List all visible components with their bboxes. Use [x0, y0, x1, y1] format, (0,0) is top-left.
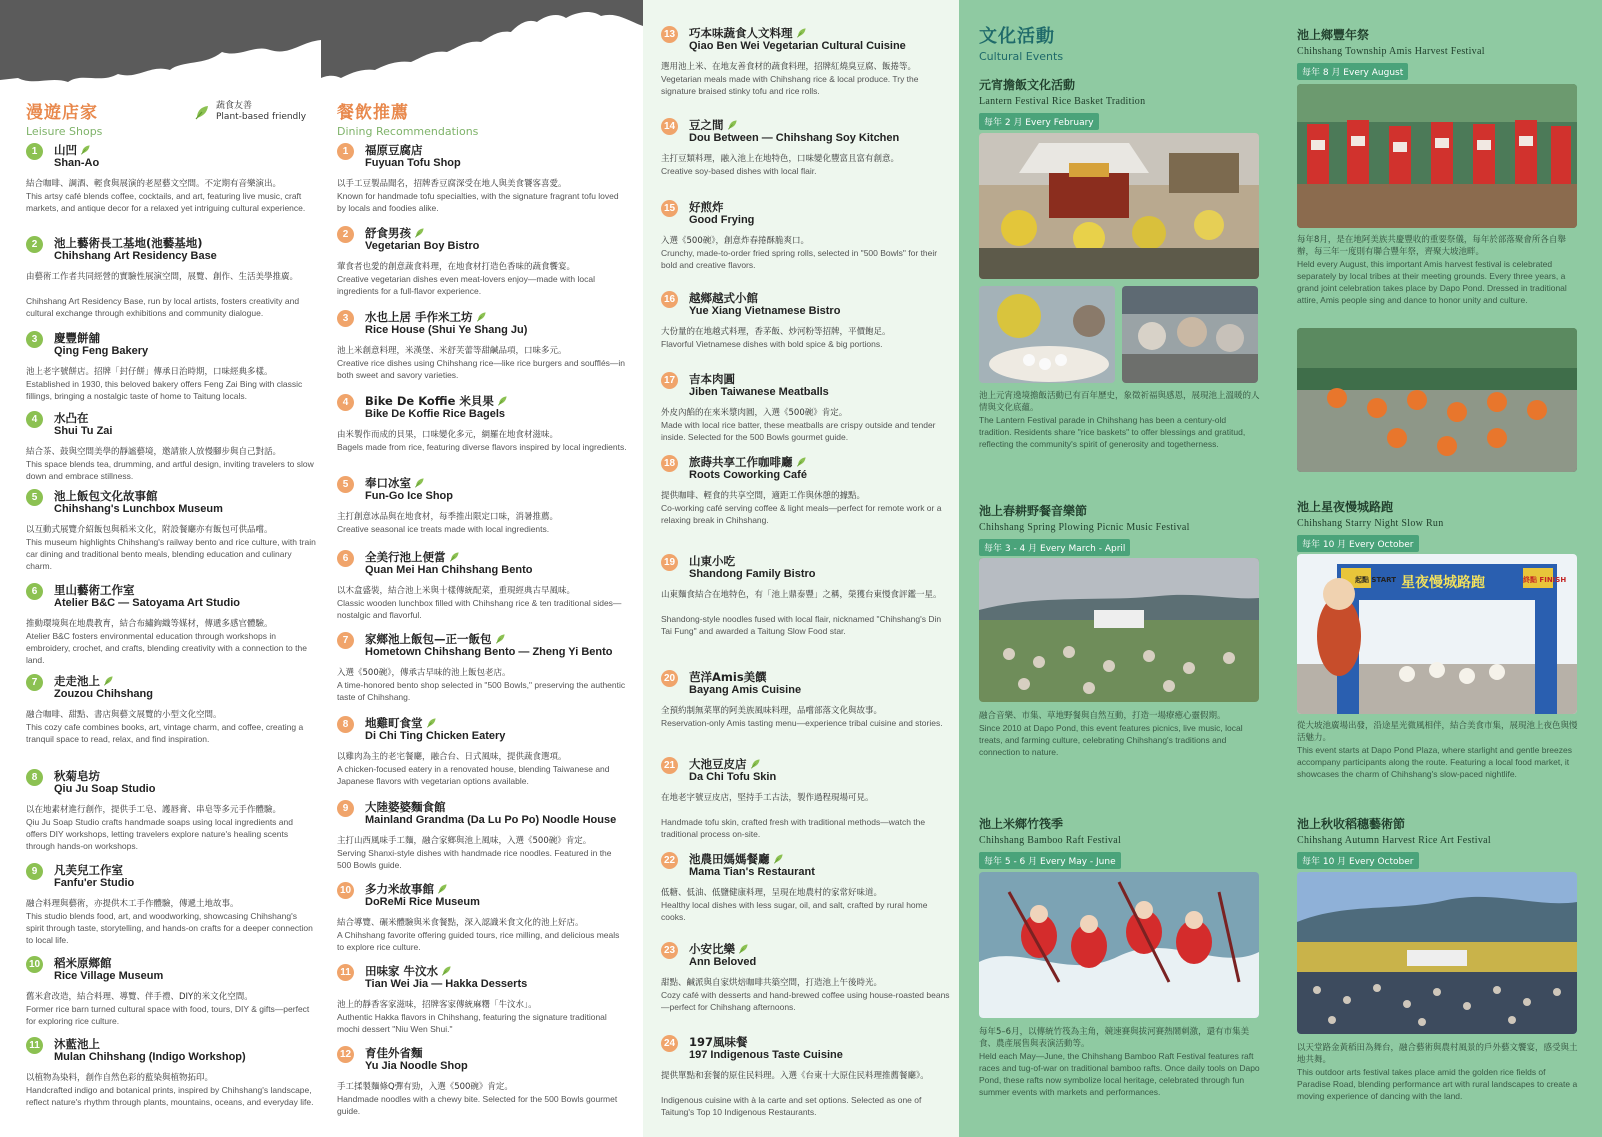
- item-desc-zh: 以手工豆製品聞名，招牌香豆腐深受在地人與美食饕客喜愛。: [337, 179, 567, 189]
- item-name-zh: [54, 673, 114, 689]
- item-name-en: DoReMi Rice Museum: [365, 896, 480, 908]
- banner-start: 起點 START: [1355, 576, 1396, 584]
- caption-zh: 以天堂路金黃稻田為舞台，融合藝術與農村風景的戶外藝文饗宴，感受與土地共舞。: [1297, 1043, 1578, 1065]
- item-name-zh-text: 田味家 牛汶水: [365, 964, 439, 978]
- item-number-badge: 5: [26, 489, 43, 506]
- item-name-zh: [54, 330, 100, 346]
- item-name-zh: [689, 290, 758, 306]
- leaf-icon: [80, 144, 91, 155]
- item-number-badge: 2: [26, 236, 43, 253]
- event-bamboo-raft: [979, 815, 1261, 869]
- item-desc-zh: 融合咖啡、甜點、書店與藝文展覽的小型文化空間。: [26, 710, 222, 720]
- item-desc-zh: 外皮內餡的在來米漿肉圓，入選《500碗》肯定。: [661, 408, 848, 418]
- picnic-festival-photo: [979, 558, 1259, 702]
- item-name-zh: [54, 582, 135, 598]
- item-name-zh-text: 池上藝術長工基地(池藝基地): [54, 236, 203, 250]
- item-name-zh: [365, 963, 452, 979]
- item-number-badge: 23: [661, 942, 678, 959]
- section-title: 餐飲推薦: [337, 103, 409, 123]
- item-desc-zh: 在地老字號豆皮店，堅持手工古法，製作過程現場可見。: [661, 793, 874, 803]
- leaf-icon: [495, 633, 506, 644]
- item-name-en: Atelier B&C — Satoyama Art Studio: [54, 597, 241, 609]
- caption-zh: 每年8月，是在地阿美族共慶豐收的重要祭儀，每年於部落聚會所各自舉辦，每三年一度則有聯合豐年祭，齊聚大坡池畔。: [1297, 235, 1566, 257]
- item-name-zh-text: 水凸在: [54, 411, 89, 425]
- event-title: 池上米鄉竹筏季: [979, 817, 1064, 831]
- crowd-photo: [1122, 286, 1258, 383]
- item-number-badge: 18: [661, 455, 678, 472]
- item-name-en: Qiao Ben Wei Vegetarian Cultural Cuisine: [689, 40, 906, 52]
- item-name-zh: [365, 393, 508, 409]
- item-number-badge: 19: [661, 554, 678, 571]
- item-desc-zh: 以在地素材進行創作，提供手工皂、護唇膏、串皂等多元手作體驗。: [26, 805, 282, 815]
- leaf-icon: [449, 551, 460, 562]
- item-name-zh-text: 凡芙兒工作室: [54, 863, 123, 877]
- leaf-icon: [426, 717, 437, 728]
- item-desc-zh: 入選《500碗》，傳承古早味的池上飯包老店。: [337, 668, 511, 678]
- item-name-en: Mainland Grandma (Da Lu Po Po) Noodle House: [365, 814, 617, 826]
- item-number-badge: 8: [337, 716, 354, 733]
- item-number-badge: 12: [337, 1046, 354, 1063]
- item-number-badge: 9: [26, 863, 43, 880]
- item-name-zh: [689, 553, 735, 569]
- caption-en: This outdoor arts festival takes place amid the golden rice fields of Paradise Road, blending performance art with rural landscapes to create a moving experience of dancing with the land.: [1297, 1067, 1578, 1101]
- item-desc-en: Known for handmade tofu specialties, with the signature fragrant tofu loved by locals and foodies alike.: [337, 191, 619, 213]
- item-desc-zh: 推動環境與在地農教育，結合布繡鉤織等媒材，傳遞多感官體驗。: [26, 619, 273, 629]
- item-name-zh: [365, 225, 425, 241]
- item-name-en: Shandong Family Bistro: [689, 568, 816, 580]
- item-desc-zh: 池上老字號餅店。招牌「封仔餅」傳承日治時期，口味經典多樣。: [26, 367, 273, 377]
- item-desc-en: Serving Shanxi-style dishes with handmade rice noodles. Featured in the 500 Bowls guide.: [337, 848, 612, 870]
- item-name-en: Roots Coworking Café: [689, 469, 807, 481]
- item-desc-en: Co-working café serving coffee & light meals—perfect for remote work or a relaxing break in Chihshang.: [661, 503, 942, 525]
- item-name-en: Quan Mei Han Chihshang Bento: [365, 564, 533, 576]
- event-autumn-harvest: [1297, 815, 1579, 869]
- leaf-icon: [414, 477, 425, 488]
- item-number-badge: 6: [337, 550, 354, 567]
- item-number-badge: 16: [661, 291, 678, 308]
- caption-zh: 池上元宵遶境擔飯活動已有百年歷史，象徵祈福與感恩，展現池上溫暖的人情與文化底蘊。: [979, 391, 1260, 413]
- event-harvest-festival: [1297, 26, 1579, 80]
- item-name-zh: [689, 941, 749, 957]
- item-desc-en: Creative soy-based dishes with local flair.: [661, 166, 817, 176]
- leaf-icon: [476, 311, 487, 322]
- item-name-zh-text: 奉口冰室: [365, 476, 411, 490]
- item-number-badge: 8: [26, 769, 43, 786]
- item-number-badge: 14: [661, 118, 678, 135]
- item-name-en: Fun-Go Ice Shop: [365, 490, 453, 502]
- item-name-en: Rice Village Museum: [54, 970, 164, 982]
- event-caption: [1297, 1042, 1579, 1102]
- legend-label-zh: 蔬食友善: [216, 101, 253, 111]
- item-desc-zh: 結合咖啡、調酒、輕食與展演的老屋藝文空間。不定期有音樂演出。: [26, 179, 282, 189]
- item-desc-en: Reservation-only Amis tasting menu—experience tribal cuisine and stories.: [661, 718, 943, 728]
- item-desc-zh: 由米製作而成的貝果，口味變化多元，網羅在地食材滋味。: [337, 430, 559, 440]
- item-name-zh-text: 多力米故事館: [365, 882, 434, 896]
- item-number-badge: 2: [337, 226, 354, 243]
- item-desc-en: Healthy local dishes with less sugar, oil, and salt, crafted by rural home cooks.: [661, 900, 928, 922]
- item-desc-en: Handmade noodles with a chewy bite. Selected for the 500 Bowls gourmet guide.: [337, 1094, 618, 1116]
- leaf-icon: [796, 456, 807, 467]
- leaf-icon: [796, 27, 807, 38]
- event-caption: [979, 710, 1261, 758]
- item-desc-en: This cozy cafe combines books, art, vintage charm, and coffee, creating a tranquil space to read, relax, and find inspiration.: [26, 722, 304, 744]
- item-desc-en: This museum highlights Chihshang's railway bento and rice culture, with train car dining and traditional bento meals, blending education and culinary charm.: [26, 537, 316, 571]
- leaf-icon: [773, 853, 784, 864]
- leaf-icon: [441, 965, 452, 976]
- item-number-badge: 5: [337, 476, 354, 493]
- item-number-badge: 24: [661, 1035, 678, 1052]
- item-desc-en: A Chihshang favorite offering guided tours, rice milling, and delicious meals to explore rice culture.: [337, 930, 620, 952]
- event-subtitle: Lantern Festival Rice Basket Tradition: [979, 96, 1146, 107]
- item-name-zh: [689, 199, 724, 215]
- event-caption: [1297, 720, 1579, 780]
- event-title: 元宵擔飯文化活動: [979, 78, 1076, 92]
- item-desc-en: Established in 1930, this beloved bakery offers Feng Zai Bing with classic fillings, bringing a nostalgic taste of home to Taitung locals.: [26, 379, 303, 401]
- item-desc-zh: 以互動式展覽介紹飯包與稻米文化，附設餐廳亦有飯包可供品嚐。: [26, 525, 273, 535]
- item-name-zh-text: 全美行池上便當: [365, 550, 446, 564]
- item-desc-zh: 以木盒盛裝，結合池上米與十樣傳統配菜，重現經典古早風味。: [337, 586, 576, 596]
- event-date-badge: 每年 5 - 6 月 Every May - June: [979, 852, 1121, 869]
- item-desc-zh: 由藝術工作者共同經營的實驗性展演空間，展覽、創作、生活美學推廣。: [26, 272, 299, 282]
- item-name-zh-text: 巧本味蔬食人文料理: [689, 26, 793, 40]
- item-name-zh-text: 沐藍池上: [54, 1037, 100, 1051]
- event-title: 池上春耕野餐音樂節: [979, 504, 1088, 518]
- item-name-zh-text: 吉本肉圓: [689, 372, 735, 386]
- leaf-icon: [437, 883, 448, 894]
- item-desc-zh: 入選《500碗》，創意炸春捲酥脆爽口。: [661, 236, 809, 246]
- item-name-en: Chihshang Art Residency Base: [54, 250, 217, 262]
- item-desc-zh: 以雞肉為主的老宅餐廳，融合台、日式風味，提供蔬食選項。: [337, 752, 567, 762]
- caption-zh: 從大坡池廣場出發，沿途星光微風相伴，結合美食市集，展現池上夜色與慢活魅力。: [1297, 721, 1578, 743]
- caption-en: Held every August, this important Amis harvest festival is celebrated separately by local tribes at their meeting grounds. Every three years, a grand joint celebration takes place by Dapo Pond. Dressed in traditional attire, Amis people sing and dance to honor unity and culture.: [1297, 259, 1567, 305]
- item-name-zh-text: 山東小吃: [689, 554, 735, 568]
- item-number-badge: 3: [26, 331, 43, 348]
- item-name-zh-text: 小安比樂: [689, 942, 735, 956]
- item-name-en: Tian Wei Jia — Hakka Desserts: [365, 978, 528, 990]
- item-number-badge: 4: [337, 394, 354, 411]
- item-desc-en: Indigenous cuisine with à la carte and set options. Selected as one of Taitung's Top 10 Indigenous Restaurants.: [661, 1095, 922, 1117]
- item-desc-zh: 以植物為染料，創作自然色彩的藍染與植物拓印。: [26, 1073, 214, 1083]
- caption-en: Held each May—June, the Chihshang Bamboo Raft Festival features raft races and tug-of-war on traditional bamboo rafts. Once daily tools on Dapo Pond, these rafts now symbolize local heritage, celebrated through fun summer events with markets and performances.: [979, 1051, 1260, 1097]
- item-desc-en: Cozy café with desserts and hand-brewed coffee using house-roasted beans—perfect for Chihshang afternoons.: [661, 990, 950, 1012]
- item-desc-en: Bagels made from rice, featuring diverse flavors inspired by local ingredients.: [337, 442, 627, 452]
- event-caption: [979, 390, 1261, 450]
- item-name-zh: [365, 475, 425, 491]
- item-name-en: Dou Between — Chihshang Soy Kitchen: [689, 132, 900, 144]
- item-name-en: Mulan Chihshang (Indigo Workshop): [54, 1051, 246, 1063]
- item-desc-en: Handcrafted indigo and botanical prints, inspired by Chihshang's landscape, reflect nature's rhythm through plants, mountains, oceans, and everyday life.: [26, 1085, 314, 1107]
- item-name-zh: [365, 799, 446, 815]
- caption-zh: 每年5–6月，以傳統竹筏為主角，競速賽與拔河賽熱鬧刺激，還有市集美食、農產展售與表演活動等。: [979, 1027, 1250, 1049]
- item-name-zh-text: 地雞町食堂: [365, 716, 423, 730]
- item-number-badge: 1: [26, 143, 43, 160]
- amis-harvest-photo: [1297, 84, 1577, 228]
- item-desc-zh: 提供單點和套餐的原住民料理。入選《台東十大原住民料理推薦餐廳》。: [661, 1071, 929, 1081]
- cloud-banner: [0, 0, 321, 95]
- section-header: [26, 98, 102, 138]
- item-name-zh-text: 秋菊皂坊: [54, 769, 100, 783]
- leaf-icon: [727, 119, 738, 130]
- leaf-icon: [750, 758, 761, 769]
- item-name-zh: [365, 715, 437, 731]
- item-name-zh: [365, 549, 460, 565]
- item-number-badge: 7: [337, 632, 354, 649]
- item-name-zh: [54, 235, 203, 251]
- rice-basket-photo: [979, 286, 1115, 383]
- item-desc-en: Flavorful Vietnamese dishes with bold spice & big portions.: [661, 339, 883, 349]
- item-name-zh: [365, 1045, 423, 1061]
- event-date-badge: 每年 2 月 Every February: [979, 113, 1099, 130]
- item-desc-en: Authentic Hakka flavors in Chihshang, featuring the signature traditional mochi dessert "Niu Wen Shui.": [337, 1012, 607, 1034]
- item-desc-zh: 主打創意冰品與在地食材，每季推出限定口味，消暑推薦。: [337, 512, 559, 522]
- leaf-icon: [414, 227, 425, 238]
- item-number-badge: 3: [337, 310, 354, 327]
- item-number-badge: 1: [337, 143, 354, 160]
- banner-finish: 終點 FINISH: [1523, 576, 1567, 584]
- item-desc-en: Former rice barn turned cultural space with food, tours, DIY & gifts—perfect for exploring rice culture.: [26, 1004, 310, 1026]
- event-night-run: [1297, 498, 1579, 552]
- item-name-en: Shui Tu Zai: [54, 425, 113, 437]
- item-name-zh: [54, 142, 91, 158]
- circle-dance-photo: [1297, 328, 1577, 472]
- leisure-shops-panel: [0, 0, 321, 1137]
- item-number-badge: 17: [661, 372, 678, 389]
- item-number-badge: 21: [661, 757, 678, 774]
- item-name-en: Fanfu'er Studio: [54, 877, 135, 889]
- item-name-zh-text: 家鄉池上飯包—正一飯包: [365, 632, 492, 646]
- leaf-icon: [103, 675, 114, 686]
- item-name-zh: [689, 756, 761, 772]
- night-run-photo: [1297, 554, 1577, 714]
- section-subtitle: Cultural Events: [979, 50, 1064, 63]
- item-desc-en: Classic wooden lunchbox filled with Chihshang rice & ten traditional sides—nostalgic and flavorful.: [337, 598, 622, 620]
- item-name-en: Qing Feng Bakery: [54, 345, 149, 357]
- item-name-zh: [365, 631, 506, 647]
- item-number-badge: 9: [337, 800, 354, 817]
- item-name-en: Qiu Ju Soap Studio: [54, 783, 156, 795]
- item-name-en: Chihshang's Lunchbox Museum: [54, 503, 223, 515]
- item-name-zh: [365, 309, 487, 325]
- item-name-zh-text: 走走池上: [54, 674, 100, 688]
- item-number-badge: 10: [26, 956, 43, 973]
- item-name-zh-text: 舒食男孩: [365, 226, 411, 240]
- item-name-en: Mama Tian's Restaurant: [689, 866, 815, 878]
- item-name-zh: [689, 371, 735, 387]
- item-name-zh-text: 里山藝術工作室: [54, 583, 135, 597]
- section-title: 文化活動: [979, 26, 1055, 47]
- event-subtitle: Chihshang Autumn Harvest Rice Art Festival: [1297, 835, 1491, 846]
- item-name-zh-text: 好煎炸: [689, 200, 724, 214]
- item-name-zh: [365, 142, 423, 158]
- item-desc-zh: 池上的靜香客家滋味，招牌客家傳統麻糬「牛汶水」。: [337, 1000, 537, 1010]
- item-number-badge: 15: [661, 200, 678, 217]
- item-number-badge: 11: [337, 964, 354, 981]
- item-desc-en: Creative vegetarian dishes even meat-lovers enjoy—made with local ingredients for a full-flavor experience.: [337, 274, 595, 296]
- section-title: 漫遊店家: [26, 103, 98, 123]
- item-desc-zh: 全預約制無菜單的阿美族風味料理，品嚐部落文化與故事。: [661, 706, 883, 716]
- item-name-en: Hometown Chihshang Bento — Zheng Yi Bento: [365, 646, 613, 658]
- item-desc-en: Handmade tofu skin, crafted fresh with traditional methods—watch the traditional process on-site.: [661, 817, 926, 839]
- item-name-en: Di Chi Ting Chicken Eatery: [365, 730, 506, 742]
- raft-race-photo: [979, 872, 1259, 1018]
- cultural-events-panel: [959, 0, 1602, 1137]
- caption-en: Since 2010 at Dapo Pond, this event features picnics, live music, local treats, and farming culture, celebrating Chihshang's traditions and connection to nature.: [979, 723, 1243, 757]
- event-date-badge: 每年 8 月 Every August: [1297, 63, 1408, 80]
- item-number-badge: 20: [661, 670, 678, 687]
- item-desc-zh: 提供咖啡、輕食的共享空間，適距工作與休憩的據點。: [661, 491, 866, 501]
- item-desc-zh: 主打豆類料理，融入池上在地特色，口味變化豐富且富有創意。: [661, 154, 900, 164]
- item-desc-zh: 池上米創意料理，米漢堡、米舒芙蕾等甜鹹品項，口味多元。: [337, 346, 567, 356]
- item-number-badge: 6: [26, 583, 43, 600]
- item-name-en: Bayang Amis Cuisine: [689, 684, 802, 696]
- item-number-badge: 10: [337, 882, 354, 899]
- event-title: 池上鄉豐年祭: [1297, 28, 1370, 42]
- item-desc-en: Crunchy, made-to-order fried spring rolls, selected in "500 Bowls" for their bold and creative flavors.: [661, 248, 938, 270]
- event-subtitle: Chihshang Bamboo Raft Festival: [979, 835, 1122, 846]
- item-number-badge: 11: [26, 1037, 43, 1054]
- item-name-en: Ann Beloved: [689, 956, 757, 968]
- item-name-zh-text: 池上飯包文化故事館: [54, 489, 158, 503]
- item-desc-zh: 大份量的在地越式料理，香茅飯、炒河粉等招牌，平價飽足。: [661, 327, 891, 337]
- event-subtitle: Chihshang Township Amis Harvest Festival: [1297, 46, 1485, 57]
- item-desc-zh: 結合導覽、碾米體驗與米食餐點，深入認識米食文化的池上好店。: [337, 918, 584, 928]
- item-name-zh-text: 福原豆腐店: [365, 143, 423, 157]
- event-lantern-festival: [979, 76, 1261, 130]
- item-name-zh-text: 芭洋Amis美饌: [689, 670, 767, 684]
- item-number-badge: 7: [26, 674, 43, 691]
- item-desc-en: Qiu Ju Soap Studio crafts handmade soaps using local ingredients and offers DIY workshops, letting travelers explore nature's healing scents through hands-on workshops.: [26, 817, 293, 851]
- item-name-zh: [689, 454, 807, 470]
- item-name-en: Yue Xiang Vietnamese Bistro: [689, 305, 841, 317]
- item-name-en: Zouzou Chihshang: [54, 688, 153, 700]
- item-name-zh-text: 大池豆皮店: [689, 757, 747, 771]
- section-header: [979, 22, 1063, 63]
- item-desc-en: This studio blends food, art, and woodworking, showcasing Chihshang's spirit through taste, storytelling, and hands-on crafts for a deeper connection to local life.: [26, 911, 313, 945]
- item-name-zh-text: 197風味餐: [689, 1035, 748, 1049]
- item-name-zh: [689, 117, 738, 133]
- item-name-zh-text: 慶豐餅舖: [54, 331, 100, 345]
- item-desc-en: Atelier B&C fosters environmental education through workshops in embroidery, crochet, and crafts, blending creativity with a connection to the land.: [26, 631, 307, 665]
- caption-en: This event starts at Dapo Pond Plaza, where starlight and gentle breezes accompany participants along the route. Featuring a local food market, it showcases the charm of Chihshang's slow-paced nightlife.: [1297, 745, 1572, 779]
- item-name-zh: [689, 669, 767, 685]
- item-name-zh-text: Bike De Koffie 米貝果: [365, 394, 494, 408]
- item-desc-en: This artsy café blends coffee, cocktails, and art, featuring live music, craft markets, and antique decor for a relaxed yet intriguing cultural experience.: [26, 191, 306, 213]
- item-desc-en: Made with local rice batter, these meatballs are crispy outside and tender inside. Selected for the 500 Bowls gourmet guide.: [661, 420, 936, 442]
- item-name-en: Vegetarian Boy Bistro: [365, 240, 480, 252]
- item-name-zh: [689, 1034, 748, 1050]
- item-name-zh-text: 水也上居 手作米工坊: [365, 310, 473, 324]
- item-name-zh: [54, 862, 123, 878]
- item-name-en: Bike De Koffie Rice Bagels: [365, 408, 505, 420]
- dining-panel-continued: [643, 0, 959, 1137]
- caption-en: The Lantern Festival parade in Chihshang has been a century-old tradition. Residents share "rice baskets" to offer blessings and gratitud, reflecting the community's spirit of generosity and togetherness.: [979, 415, 1246, 449]
- item-desc-zh: 結合茶、鼓與空間美學的靜謐藝境，邀請旅人放慢腳步與自己對話。: [26, 447, 282, 457]
- event-date-badge: 每年 3 - 4 月 Every March - April: [979, 539, 1130, 556]
- item-name-zh-text: 越鄉越式小館: [689, 291, 758, 305]
- event-spring-picnic: [979, 502, 1261, 556]
- item-name-en: Yu Jia Noodle Shop: [365, 1060, 468, 1072]
- item-desc-en: This space blends tea, drumming, and artful design, inviting travelers to slow down and embrace stillness.: [26, 459, 314, 481]
- item-desc-en: Creative seasonal ice treats made with local ingredients.: [337, 524, 550, 534]
- leaf-icon: [194, 104, 210, 120]
- banner-title: 星夜慢城路跑: [1401, 575, 1485, 591]
- rice-field-concert-photo: [1297, 872, 1577, 1034]
- cloud-banner: [321, 0, 643, 95]
- item-desc-zh: 主打山西風味手工麵，融合家鄉與池上風味，入選《500碗》肯定。: [337, 836, 592, 846]
- event-date-badge: 每年 10 月 Every October: [1297, 535, 1419, 552]
- item-name-zh-text: 池農田媽媽餐廳: [689, 852, 770, 866]
- section-subtitle: Dining Recommendations: [337, 125, 479, 138]
- item-desc-zh: 山東麵食結合在地特色，有「池上鼎泰豐」之稱，榮獲台東慢食評鑑一星。: [661, 590, 942, 600]
- item-number-badge: 22: [661, 852, 678, 869]
- item-name-zh-text: 山凹: [54, 143, 77, 157]
- item-desc-zh: 融合料理與藝術，亦提供木工手作體驗，傳遞土地故事。: [26, 899, 239, 909]
- item-name-en: Jiben Taiwanese Meatballs: [689, 386, 829, 398]
- event-subtitle: Chihshang Starry Night Slow Run: [1297, 518, 1444, 529]
- event-date-badge: 每年 10 月 Every October: [1297, 852, 1419, 869]
- item-name-zh: [54, 1036, 100, 1052]
- item-desc-zh: 低糖、低油、低鹽健康料理，呈現在地農村的家常好味道。: [661, 888, 883, 898]
- lantern-parade-photo: [979, 133, 1259, 279]
- item-name-zh: [54, 410, 89, 426]
- item-number-badge: 4: [26, 411, 43, 428]
- item-desc-zh: 手工揉製麵條Q彈有勁，入選《500碗》肯定。: [337, 1082, 513, 1092]
- caption-zh: 融合音樂、市集、草地野餐與自然互動，打造一場療癒心靈假期。: [979, 711, 1226, 721]
- item-name-zh: [689, 851, 784, 867]
- item-desc-zh: 舊米倉改造，結合料理、導覽、伴手禮、DIY的米文化空間。: [26, 992, 253, 1002]
- leaf-icon: [497, 395, 508, 406]
- item-number-badge: 13: [661, 26, 678, 43]
- item-name-zh-text: 旅蒔共享工作咖啡廳: [689, 455, 793, 469]
- section-subtitle: Leisure Shops: [26, 125, 103, 138]
- section-header: [337, 98, 478, 138]
- item-name-zh-text: 大陸婆婆麵食館: [365, 800, 446, 814]
- item-name-zh: [365, 881, 448, 897]
- item-name-en: Rice House (Shui Ye Shang Ju): [365, 324, 528, 336]
- event-caption: [979, 1026, 1261, 1098]
- item-desc-zh: 選用池上米、在地友善食材的蔬食料理，招牌紅燒臭豆腐、飯捲等。: [661, 62, 917, 72]
- item-name-en: Shan-Ao: [54, 157, 100, 169]
- item-name-zh: [689, 25, 807, 41]
- item-name-en: 197 Indigenous Taste Cuisine: [689, 1049, 843, 1061]
- legend-label-en: Plant-based friendly: [216, 112, 307, 122]
- item-name-zh: [54, 955, 112, 971]
- item-desc-en: Shandong-style noodles fused with local flair, nicknamed "Chihshang's Din Tai Fung" and awarded a Taitung Slow Food star.: [661, 614, 942, 636]
- item-name-zh-text: 育佳外省麵: [365, 1046, 423, 1060]
- item-name-zh: [54, 768, 100, 784]
- event-title: 池上星夜慢城路跑: [1297, 500, 1394, 514]
- item-desc-en: Creative rice dishes using Chihshang rice—like rice burgers and soufflés—in both sweet and savory varieties.: [337, 358, 626, 380]
- event-caption: [1297, 234, 1579, 306]
- item-name-zh-text: 豆之間: [689, 118, 724, 132]
- item-name-zh: [54, 488, 158, 504]
- item-desc-en: Vegetarian meals made with Chihshang rice & local produce. Try the signature braised stinky tofu and rice rolls.: [661, 74, 919, 96]
- item-desc-en: A time-honored bento shop selected in "500 Bowls," preserving the authentic taste of Chihshang.: [337, 680, 626, 702]
- event-subtitle: Chihshang Spring Plowing Picnic Music Festival: [979, 522, 1190, 533]
- leaf-icon: [738, 943, 749, 954]
- dining-panel: [321, 0, 643, 1137]
- item-desc-en: A chicken-focused eatery in a renovated house, blending Taiwanese and Japanese flavors with vegetarian options available.: [337, 764, 610, 786]
- item-desc-zh: 甜點、鹹派與自家烘焙咖啡共築空間，打造池上午後時光。: [661, 978, 883, 988]
- event-title: 池上秋收稻穗藝術節: [1297, 817, 1406, 831]
- item-name-en: Good Frying: [689, 214, 755, 226]
- item-desc-en: Chihshang Art Residency Base, run by local artists, fosters creativity and cultural exchange through exhibitions and community dialogue.: [26, 296, 300, 318]
- item-desc-zh: 葷食者也愛的創意蔬食料理，在地食材打造色香味的蔬食饗宴。: [337, 262, 576, 272]
- item-name-en: Fuyuan Tofu Shop: [365, 157, 461, 169]
- item-name-zh-text: 稻米原鄉館: [54, 956, 112, 970]
- item-name-en: Da Chi Tofu Skin: [689, 771, 777, 783]
